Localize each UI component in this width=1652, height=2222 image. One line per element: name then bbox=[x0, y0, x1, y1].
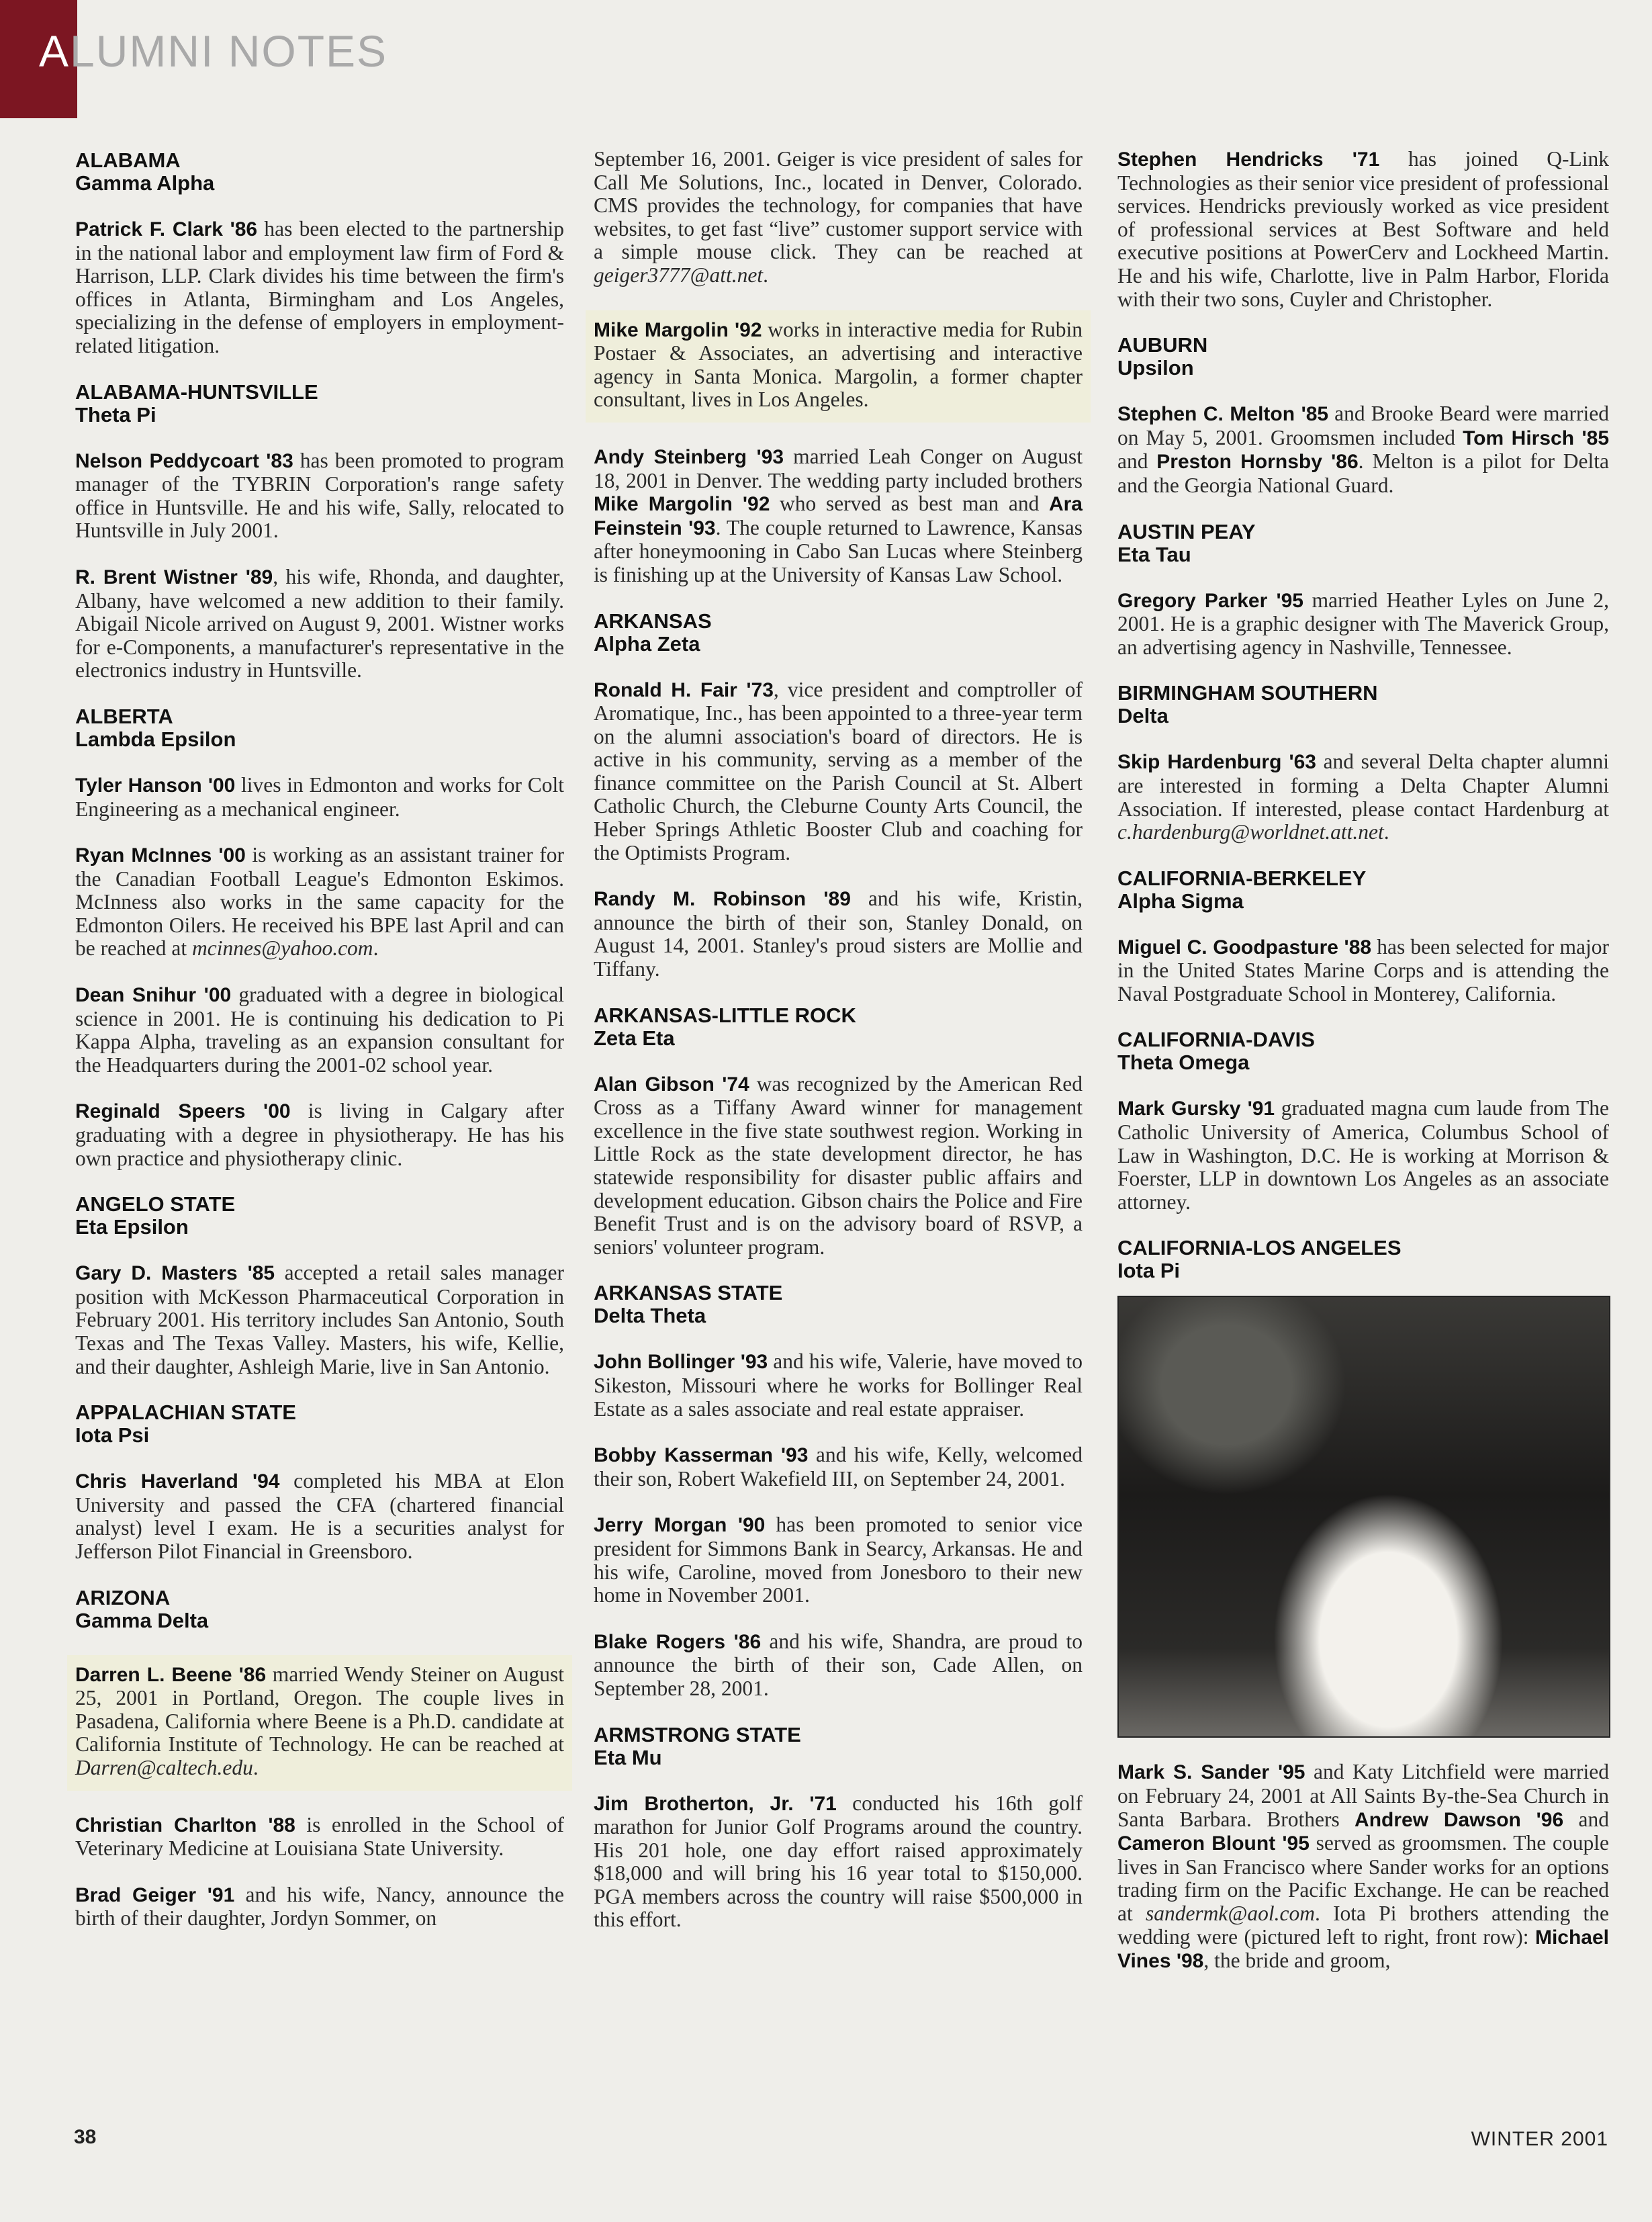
chapter-heading: APPALACHIAN STATE Iota Psi bbox=[75, 1401, 296, 1448]
issue-label: WINTER 2001 bbox=[1471, 2128, 1608, 2150]
alumni-note: Christian Charlton '88 is enrolled in the School of Veterinary Medicine at Louisiana State University. bbox=[75, 1812, 564, 1861]
alumni-note-highlighted: Mike Margolin '92 works in interactive media for Rubin Postaer & Associates, an advertising and interactive agency in Santa Monica. Margolin, a former chapter consultant, lives in Los Angeles. bbox=[586, 310, 1091, 423]
chapter-heading: BIRMINGHAM SOUTHERN Delta bbox=[1117, 681, 1378, 728]
chapter-heading: CALIFORNIA-DAVIS Theta Omega bbox=[1117, 1028, 1315, 1075]
alumni-note: Blake Rogers '86 and his wife, Shandra, are proud to announce the birth of their son, Cade Allen, on September 28, 2001. bbox=[594, 1629, 1083, 1700]
alumni-note-continued: September 16, 2001. Geiger is vice president of sales for Call Me Solutions, Inc., located in Denver, Colorado. CMS provides the technology, for companies that have websites, to get fast “live” customer support service with a simple mouse click. They can be reached at geiger3777@att.net. bbox=[594, 147, 1083, 287]
wedding-group-photo bbox=[1117, 1296, 1610, 1738]
alumni-note: Stephen C. Melton '85 and Brooke Beard were married on May 5, 2001. Groomsmen included Tom Hirsch '85 and Preston Hornsby '86. Melton is a pilot for Delta and the Georgia National Guard. bbox=[1117, 402, 1610, 497]
chapter-heading: ALABAMA Gamma Alpha bbox=[75, 148, 215, 195]
chapter-heading: ANGELO STATE Eta Epsilon bbox=[75, 1192, 236, 1239]
alumni-note: Tyler Hanson '00 lives in Edmonton and works for Colt Engineering as a mechanical engineer. bbox=[75, 772, 564, 821]
alumni-note: Miguel C. Goodpasture '88 has been selected for major in the United States Marine Corps and is attending the Naval Postgraduate School in Monterey, California. bbox=[1117, 934, 1609, 1006]
chapter-heading: CALIFORNIA-LOS ANGELES Iota Pi bbox=[1117, 1236, 1402, 1283]
alumni-note: John Bollinger '93 and his wife, Valerie, have moved to Sikeston, Missouri where he works for Bollinger Real Estate as a sales associate and real estate appraiser. bbox=[594, 1349, 1083, 1421]
chapter-heading: ARIZONA Gamma Delta bbox=[75, 1585, 209, 1632]
alumni-note: Jerry Morgan '90 has been promoted to senior vice president for Simmons Bank in Searcy, Arkansas. He and his wife, Caroline, moved from Jonesboro to their new home in November 2001. bbox=[594, 1513, 1083, 1607]
alumni-note: Andy Steinberg '93 married Leah Conger on August 18, 2001 in Denver. The wedding party included brothers Mike Margolin '92 who served as best man and Ara Feinstein '93. The couple returned to Lawrence, Kansas after honeymooning in Cabo San Lucas where Steinberg is finishing up at the University of Kansas Law School. bbox=[594, 444, 1083, 586]
chapter-heading: ARMSTRONG STATE Eta Mu bbox=[594, 1722, 801, 1769]
column-3 bbox=[1117, 148, 1609, 1996]
alumni-note: Gregory Parker '95 married Heather Lyles on June 2, 2001. He is a graphic designer with The Maverick Group, an advertising agency in Nashville, Tennessee. bbox=[1117, 588, 1609, 659]
page-number: 38 bbox=[74, 2126, 97, 2148]
email-link[interactable]: c.hardenburg@worldnet.att.net bbox=[1117, 820, 1384, 844]
alumni-note: Chris Haverland '94 completed his MBA at Elon University and passed the CFA (chartered financial analyst) level I exam. He is a securities analyst for Jefferson Pilot Financial in Greensboro. bbox=[75, 1469, 565, 1563]
alumni-note: Stephen Hendricks '71 has joined Q-Link Technologies as their senior vice president of professional services. Hendricks previously worked as vice president of professional services at Best Software and held executive positions at PowerCerv and Lockheed Martin. He and his wife, Charlotte, live in Palm Harbor, Florida with their two sons, Cuyler and Christopher. bbox=[1117, 147, 1609, 311]
alumni-note: Gary D. Masters '85 accepted a retail sales manager position with McKesson Pharmaceutical Corporation in February 2001. His territory includes San Antonio, South Texas and The Texas Valley. Masters, his wife, Kellie, and their daughter, Ashleigh Marie, live in San Antonio. bbox=[75, 1261, 564, 1378]
alumni-note: Bobby Kasserman '93 and his wife, Kelly, welcomed their son, Robert Wakefield III, on September 24, 2001. bbox=[594, 1443, 1083, 1491]
alumni-note: Ronald H. Fair '73, vice president and comptroller of Aromatique, Inc., has been appointed to a three-year term on the alumni association's board of directors. He is active in his community, serving as a member of the finance committee on the Parish Council at St. Albert Catholic Church, the Cleburne County Arts Council, the Heber Springs Athletic Booster Club and coaching for the Optimists Program. bbox=[594, 677, 1083, 864]
email-link[interactable]: geiger3777@att.net bbox=[594, 263, 764, 287]
page-title: ALUMNI NOTES bbox=[39, 26, 388, 76]
chapter-heading: AUSTIN PEAY Eta Tau bbox=[1117, 519, 1256, 566]
alumni-note-highlighted: Darren L. Beene '86 married Wendy Steiner on August 25, 2001 in Portland, Oregon. The couple lives in Pasadena, California where Beene is a Ph.D. candidate at California Institute of Technology. He can be reached at Darren@caltech.edu. bbox=[67, 1655, 572, 1791]
email-link[interactable]: mcinnes@yahoo.com bbox=[192, 936, 373, 961]
alumni-note: Randy M. Robinson '89 and his wife, Kristin, announce the birth of their son, Stanley Donald, on August 14, 2001. Stanley's proud sisters are Mollie and Tiffany. bbox=[594, 887, 1083, 981]
alumni-note: Reginald Speers '00 is living in Calgary after graduating with a degree in physiotherapy. He has his own practice and physiotherapy clinic. bbox=[75, 1099, 564, 1170]
alumni-note: Mark S. Sander '95 and Katy Litchfield were married on February 24, 2001 at All Saints By-the-Sea Church in Santa Barbara. Brothers Andrew Dawson '96 and Cameron Blount '95 served as groomsmen. The couple lives in San Francisco where Sander works for an options trading firm on the Pacific Exchange. He can be reached at sandermk@aol.com. Iota Pi brothers attending the wedding were (pictured left to right, front row): Michael Vines '98, the bride and groom, bbox=[1117, 1760, 1610, 1973]
email-link[interactable]: sandermk@aol.com bbox=[1145, 1902, 1315, 1925]
alumni-note: Mark Gursky '91 graduated magna cum laude from The Catholic University of America, Columbus School of Law in Washington, D.C. He is working at Morrison & Foerster, LLP in downtown Los Angeles as an associate attorney. bbox=[1117, 1096, 1609, 1214]
alumni-note: Jim Brotherton, Jr. '71 conducted his 16th golf marathon for Junior Golf Programs around the country. His 201 hole, one day effort raised approximately $18,000 and will bring his 16 year total to $150,000. PGA members across the country will raise $500,000 in this effort. bbox=[594, 1791, 1083, 1932]
chapter-heading: ALABAMA-HUNTSVILLE Theta Pi bbox=[75, 380, 318, 427]
chapter-heading: ALBERTA Lambda Epsilon bbox=[75, 704, 236, 751]
alumni-note: Brad Geiger '91 and his wife, Nancy, announce the birth of their daughter, Jordyn Sommer, on bbox=[75, 1882, 564, 1930]
chapter-heading: ARKANSAS STATE Delta Theta bbox=[594, 1281, 783, 1328]
column-1 bbox=[75, 149, 564, 1953]
alumni-note: Dean Snihur '00 graduated with a degree in biological science in 2001. He is continuing his dedication to Pi Kappa Alpha, traveling as an expansion consultant for the Headquarters during the 2001-02 school year. bbox=[75, 983, 564, 1077]
alumni-note: Ryan McInnes '00 is working as an assistant trainer for the Canadian Football League's Edmonton Eskimos. McInness also works in the same capacity for the Edmonton Oilers. He received his BPE last April and can be reached at mcinnes@yahoo.com. bbox=[75, 843, 565, 961]
alumni-note: Skip Hardenburg '63 and several Delta chapter alumni are interested in forming a Delta Chapter Alumni Association. If interested, please contact Hardenburg at c.hardenburg@worldnet.att.net. bbox=[1117, 750, 1610, 844]
chapter-heading: CALIFORNIA-BERKELEY Alpha Sigma bbox=[1117, 866, 1367, 913]
chapter-heading: ARKANSAS-LITTLE ROCK Zeta Eta bbox=[594, 1003, 856, 1050]
chapter-heading: AUBURN Upsilon bbox=[1117, 333, 1208, 380]
alumni-note: Alan Gibson '74 was recognized by the American Red Cross as a Tiffany Award winner for management excellence in the five state southwest region. Working in Little Rock as the state development director, he has statewide responsibility for disaster public affairs and development education. Gibson chairs the Police and Fire Benefit Trust and is on the advisory board of RSVP, a seniors' volunteer program. bbox=[594, 1071, 1083, 1259]
chapter-heading: ARKANSAS Alpha Zeta bbox=[594, 609, 712, 656]
alumni-note: Patrick F. Clark '86 has been elected to the partnership in the national labor and employment law firm of Ford & Harrison, LLP. Clark divides his time between the firm's offices in Atlanta, Birmingham and Los Angeles, specializing in the defense of employers in employment-related litigation. bbox=[75, 217, 564, 357]
email-link[interactable]: Darren@caltech.edu bbox=[75, 1755, 253, 1779]
alumni-note: R. Brent Wistner '89, his wife, Rhonda, and daughter, Albany, have welcomed a new addition to their family. Abigail Nicole arrived on August 9, 2001. Wistner works for e-Components, a manufacturer's representative in the electronics industry in Huntsville. bbox=[75, 564, 564, 682]
alumni-note: Nelson Peddycoart '83 has been promoted to program manager of the TYBRIN Corporation's range safety office in Huntsville. He and his wife, Sally, relocated to Huntsville in July 2001. bbox=[75, 448, 564, 543]
column-2 bbox=[594, 148, 1083, 1955]
